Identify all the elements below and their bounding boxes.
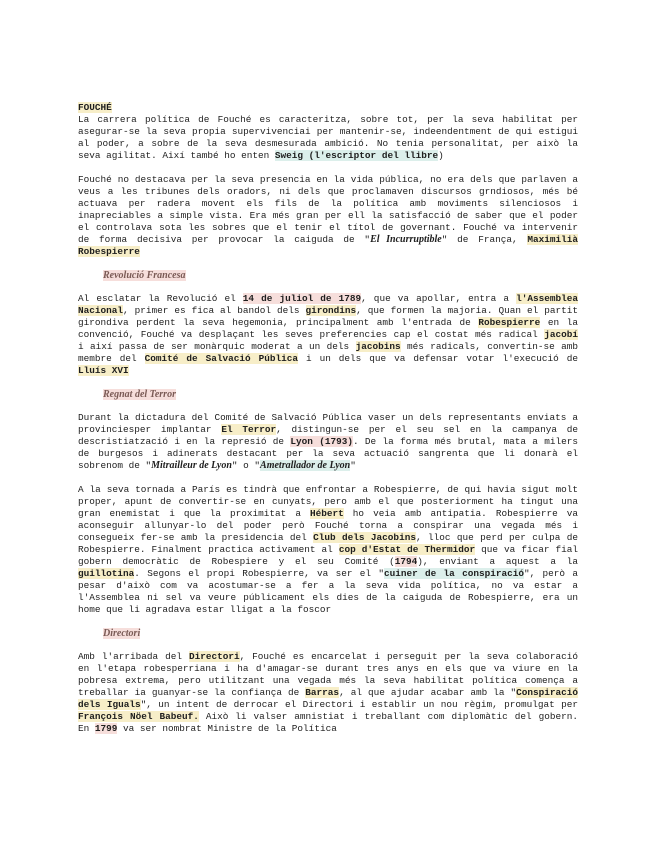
title-text: FOUCHÉ (78, 102, 112, 113)
highlight-incorruptible: El Incurruptible (370, 234, 442, 245)
highlight-directori: Directori (188, 651, 240, 662)
document-page (78, 102, 578, 735)
highlight-ametrallador: Ametrallador de Lyon (260, 460, 351, 471)
highlight-assemblea: l'Assemblea Nacional (78, 293, 578, 316)
document-title (78, 102, 578, 114)
highlight-barras: Barras (305, 687, 340, 698)
highlight-terror: El Terror (221, 424, 277, 435)
highlight-zweig: Sweig (l'escriptor del llibre (274, 150, 439, 161)
highlight-mitrailleur: Mitrailleur de Lyon (151, 460, 232, 471)
highlight-lluis: Lluís XVI (78, 365, 129, 376)
highlight-cuiner: cuiner de la conspiració (383, 568, 524, 579)
highlight-maximilia: Maximilià Robespierre (78, 234, 579, 257)
paragraph-revolucio: Al esclatar la Revolució el 14 de juliol de 1789, que va apollar, entra a l'Assemblea Nacional, primer es fica al bandol dels girondins, que formen la majoria. Quan el partit girondiva perdent la seva hegemonia, principalment amb l'entrada de Robespierre en la convenció, Fouché va desplaçant les seves preferencies cap el costat més radical jacobí i així passa de ser monàrquic moderat a un dels jacobins més radicals, convertin-se amb membre del Comité de Salvació Pública i un dels que va defensar votar l'execució de Lluís XVI (78, 293, 579, 376)
highlight-club: Club dels Jacobins (313, 532, 416, 543)
highlight-1799: 1799 (94, 723, 118, 734)
highlight-cop: cop d'Estat de Thermidor (338, 544, 476, 555)
highlight-comite: Comité de Salvació Pública (144, 353, 298, 364)
highlight-babeuf: François Nöel Babeuf. (78, 711, 199, 722)
paragraph-paris: A la seva tornada a París es tindrà que enfrontar a Robespierre, de qui havia sigut molt proper, apunt de convertir-se en cunyats, pero amb el que posteriorment ha tingut una gran enemistat i que la proximitat a Hébert ho veia amb antipatia. Robespierre va aconseguir allunyar-lo del poder però Fouché torna a conspirar una vegada més i consegueix fer-se amb la presidencia del Club dels Jacobins, lloc que perd per culpa de Robespierre. Finalment practica activament al cop d'Estat de Thermidor que va ficar fial gobern democràtic de Robespiere y el seu Comité (1794), enviant a aquest a la guillotina. Segons el propi Robespierre, va ser el "cuiner de la conspiració", però a pesar d'això com va acostumar-se a fer a la seva vida política, no va estar a l'Assemblea ni sel va veure públicament els dies de la caiguda de Robespierre, era un home que li agradava estar lligat a la foscor (78, 484, 579, 615)
highlight-guillotina: guillotina (78, 568, 135, 579)
highlight-girondins: girondins (305, 305, 357, 316)
heading-directori: Directori (103, 628, 141, 639)
highlight-robespierre: Robespierre (478, 317, 541, 328)
highlight-jacobi: jacobí (544, 329, 578, 340)
paragraph-directori: Amb l'arribada del Directori, Fouché es encarcelat i perseguit per la seva colaboració en l'etapa robesperriana i ha d'amagar-se durant tres anys en els que va viure en la pobresa extrema, pero utilitzant una vegada més la seva habilitat política comença a treballar ia guanyar-se la confiança de Barras, al que ajudar acabar amb la "Conspiració dels Iguals", un intent de derrocar el Directori i establir un nou règim, promulgat per François Nöel Babeuf. Això li valser amnistiat i treballant com diplomàtic del gobern. En 1799 va ser nombrat Ministre de la Política (78, 651, 578, 734)
heading-terror: Regnat del Terror (103, 389, 176, 400)
highlight-jacobins: jacobins (355, 341, 401, 352)
highlight-conspiracio: Conspiració dels Iguals (78, 687, 578, 710)
highlight-lyon: Lyon (1793) (290, 436, 353, 447)
highlight-date: 14 de juliol de 1789 (242, 293, 362, 304)
paragraph-terror: Durant la dictadura del Comité de Salvació Pública vaser un dels representants enviats a provinciesper implantar El Terror, distingun-se per el seu sel en la campanya de descristiatzació i en la represió de Lyon (1793). De la forma més brutal, mata a milers de burgesos i adinerats destacant per la seva actuació sangrenta que li donarà el sobrenom de "Mitrailleur de Lyon" o "Ametrallador de Lyon" (78, 412, 578, 471)
paragraph-intro: La carrera política de Fouché es caracteritza, sobre tot, per la seva habilitat per asegurar-se la seva propia supervivenciai per mantenir-se, indeendentment de qui estigui al poder, a sobre de la seva desmesurada ambició. No tenia personalitat, per això la seva agilitat. Així també ho enten Sweig (l'escriptor del llibre) (78, 114, 578, 161)
highlight-hebert: Hébert (310, 508, 344, 519)
paragraph-presence: Fouché no destacava per la seva presencia en la vida pública, no era dels que parlaven a veus a les tribunes dels oradors, ni dels que proclamaven discursos grndiosos, més bé actuava per radera movent els fils de la política amb moviments silenciosos i inapreciables a simple vista. Era més gran per ell la satisfacció de saber que el poder el controlava sota les sobres que el tenir el títol de governant. Fouché va intervenir de forma decisiva per provocar la caiguda de "El Incurruptible" de França, Maximilià Robespierre (78, 174, 579, 257)
highlight-1794: 1794 (394, 556, 418, 567)
heading-revolucio: Revolució Francesa (103, 270, 186, 281)
